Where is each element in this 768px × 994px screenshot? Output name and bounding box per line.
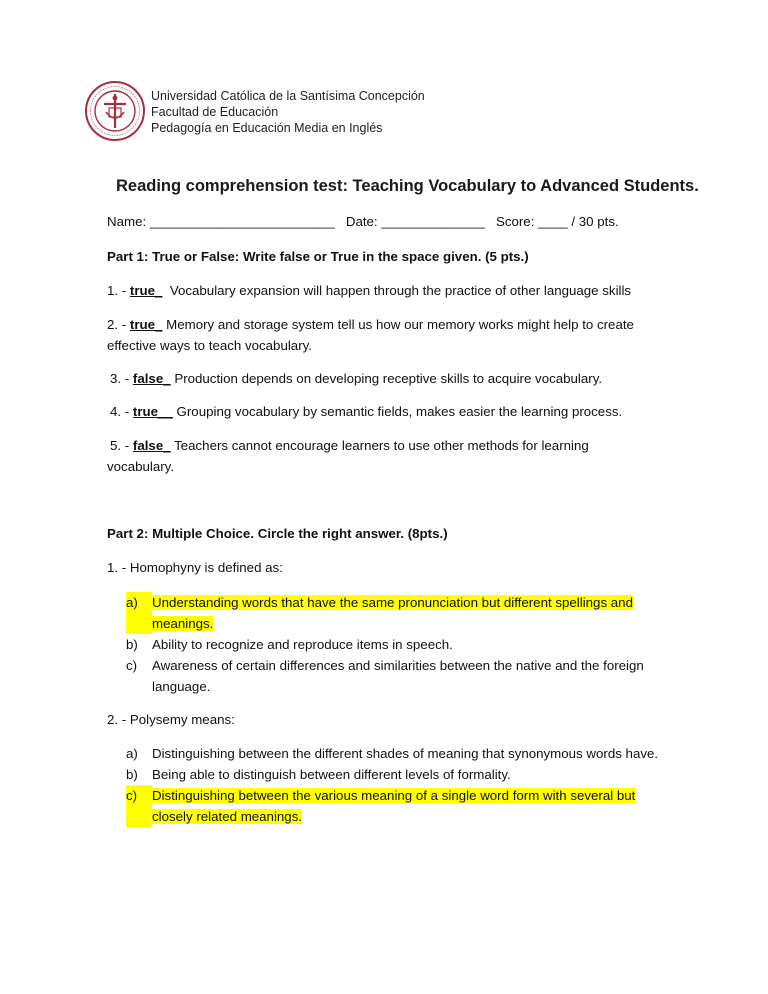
part2-heading: Part 2: Multiple Choice. Circle the right answer. (8pts.) <box>107 526 448 541</box>
mc-q2-option-b[interactable]: b) Being able to distinguish between different levels of formality. <box>126 767 511 782</box>
tf-item-5: 5. - false_ Teachers cannot encourage learners to use other methods for learning vocabulary. <box>107 438 589 474</box>
university-seal-logo <box>84 80 146 142</box>
highlighted-answer: Understanding words that have the same pronunciation but different spellings and meanings. <box>152 595 633 631</box>
tf-item-3: 3. - false_ Production depends on developing receptive skills to acquire vocabulary. <box>110 371 603 386</box>
student-info-line <box>107 214 619 229</box>
tf-answer-1[interactable]: true <box>129 283 156 298</box>
name-field[interactable]: Name: _________________________ <box>107 214 335 229</box>
mc-question-2-stem: 2. - Polysemy means: <box>107 712 235 727</box>
university-name: Universidad Católica de la Santísima Concepción <box>151 89 425 103</box>
faculty-name: Facultad de Educación <box>151 105 279 119</box>
highlighted-answer: Distinguishing between the various meaning of a single word form with several but closely related meanings. <box>152 788 636 824</box>
tf-item-4: 4. - true__ Grouping vocabulary by semantic fields, makes easier the learning process. <box>110 404 623 419</box>
institution-header <box>151 88 425 136</box>
date-field[interactable]: Date: ______________ <box>345 214 485 229</box>
tf-answer-3[interactable]: false <box>132 371 164 386</box>
mc-q1-option-b[interactable]: b) Ability to recognize and reproduce items in speech. <box>126 637 453 652</box>
part1-heading: Part 1: True or False: Write false or True in the space given. (5 pts.) <box>107 249 529 264</box>
tf-answer-5[interactable]: false <box>132 438 164 453</box>
tf-answer-4[interactable]: true <box>132 404 159 419</box>
tf-answer-2[interactable]: true <box>129 317 156 332</box>
program-name: Pedagogía en Educación Media en Inglés <box>151 121 383 135</box>
mc-question-1-stem: 1. - Homophyny is defined as: <box>107 560 283 575</box>
score-field[interactable]: Score: ____ / 30 pts. <box>495 214 619 229</box>
mc-q2-option-a[interactable]: a) Distinguishing between the different shades of meaning that synonymous words have. <box>126 746 659 761</box>
mc-q2-option-c[interactable]: c) Distinguishing between the various meaning of a single word form with several but closely related meanings. <box>126 785 666 827</box>
mc-q1-option-a[interactable]: a) Understanding words that have the same pronunciation but different spellings and meanings. <box>126 592 666 634</box>
test-title: Reading comprehension test: Teaching Vocabulary to Advanced Students. <box>116 177 699 195</box>
tf-item-2: 2. - true_ Memory and storage system tell us how our memory works might help to create effective ways to teach vocabulary. <box>107 317 634 353</box>
tf-item-1: 1. - true_ Vocabulary expansion will happen through the practice of other language skills <box>107 283 632 298</box>
mc-question-1-options <box>126 592 666 697</box>
mc-question-2-options <box>126 743 666 827</box>
mc-q1-option-c[interactable]: c) Awareness of certain differences and similarities between the native and the foreign language. <box>126 658 644 694</box>
